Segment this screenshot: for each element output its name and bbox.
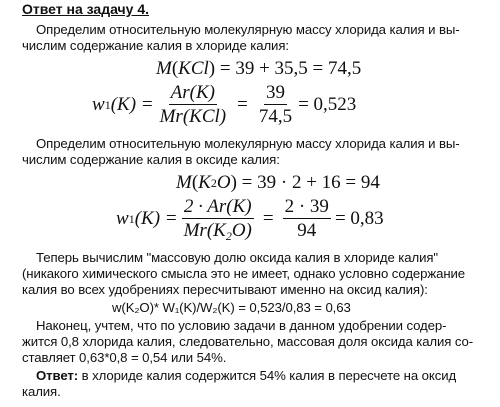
paragraph-1-line-1: Определим относительную молекулярную массу хлорида калия и вы- (36, 22, 460, 37)
paragraph-4-line-1: Наконец, учтем, что по условию задачи в данном удобрении содер- (36, 318, 447, 333)
answer-label: Ответ: (36, 368, 79, 383)
equation-molar-mass-k2o: M ( K 2 O ) = 39 · 2 + 16 = 94 (176, 172, 380, 193)
paragraph-3-line-2: (никакого химического смысла это не имеет, однако условно содержание (22, 266, 466, 281)
equation-molar-mass-kcl: M ( KCl ) = 39 + 35,5 = 74,5 (156, 58, 362, 79)
equation-mass-fraction-kcl: w 1 (K) = $\frac{Ar(K)}{\text{Mr(KCl)}}$ = $\frac{39}{74,5}$ = 0,523 (92, 82, 357, 127)
paragraph-4-line-3: ставляет 0,63*0,8 = 0,54 или 54%. (22, 350, 227, 365)
paragraph-1-line-2: числим содержание калия в хлориде калия: (22, 38, 289, 53)
equation-oxide-fraction: w(K₂O)* W₁(K)/W₂(K) = 0,523/0,83 = 0,63 (112, 300, 351, 315)
answer-line-1 (36, 368, 456, 383)
answer-text: в хлориде калия содержится 54% калия в пересчете на оксид (78, 368, 457, 383)
equation-mass-fraction-k2o: w 1 (K) = $\frac{2 \cdot Ar(K)}{Mr(K_2O)}$ = $\frac{2 \cdot 39}{94}$ = 0,83 (116, 196, 384, 243)
paragraph-2-line-2: числим содержание калия в оксиде калия: (22, 152, 280, 167)
paragraph-3-line-3: калия во всех удобрениях пересчитывают именно на оксид калия): (22, 282, 428, 297)
paragraph-2-line-1: Определим относительную молекулярную массу хлорида калия и вы- (36, 136, 460, 151)
answer-line-2: калия. (22, 384, 61, 399)
task-title: Ответ на задачу 4. (22, 1, 150, 17)
paragraph-3-line-1: Теперь вычислим "массовую долю оксида калия в хлориде калия" (36, 250, 438, 265)
paragraph-4-line-2: жится 0,8 хлорида калия, следовательно, массовая доля оксида калия со- (22, 334, 474, 349)
